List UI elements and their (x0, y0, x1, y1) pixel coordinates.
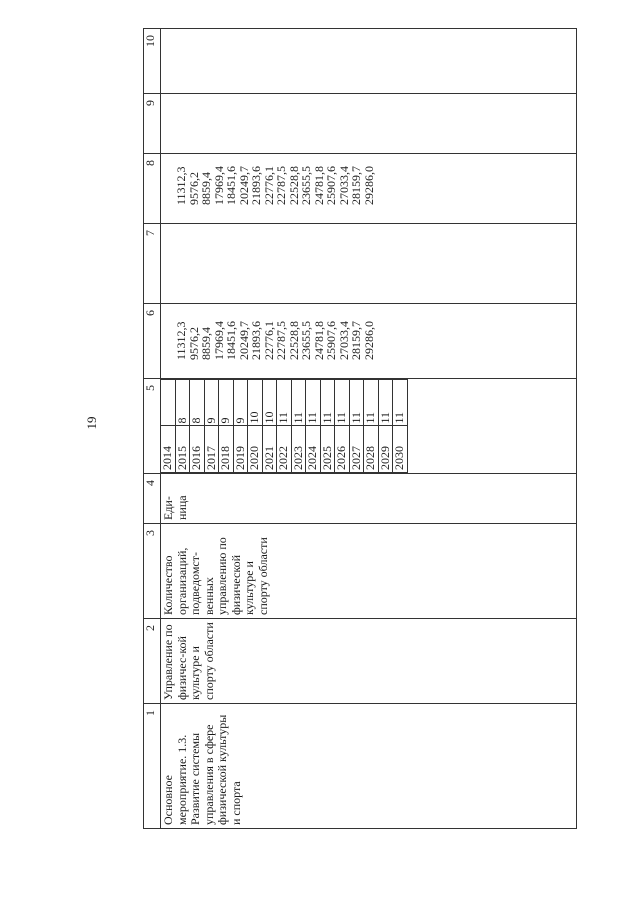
unit-count-cell: 11 (335, 380, 350, 427)
col8-value: 27033,4 (336, 166, 351, 205)
unit-count-cell: 9 (204, 380, 219, 427)
year-row (393, 380, 408, 473)
col8-value: 25907,6 (324, 166, 338, 205)
col6-values (161, 304, 577, 379)
year-cell: 2021 (262, 426, 277, 473)
year-row (204, 380, 219, 473)
year-cell: 2018 (219, 426, 234, 473)
unit-count-cell: 11 (364, 380, 379, 427)
col-header-1: 1 (144, 704, 161, 829)
header-row (144, 29, 161, 829)
col8-value: 17969,4 (211, 166, 226, 205)
year-cell: 2017 (204, 426, 219, 473)
year-cell: 2019 (233, 426, 248, 473)
unit-count-cell: 10 (262, 380, 277, 427)
col8-value: 21893,6 (249, 166, 263, 205)
year-cell: 2027 (349, 426, 364, 473)
unit-count-cell: 8 (190, 380, 205, 427)
col-header-3: 3 (144, 524, 161, 619)
unit-count-cell: 9 (219, 380, 234, 427)
col-header-6: 6 (144, 304, 161, 379)
year-row (175, 380, 190, 473)
year-cell: 2015 (175, 426, 190, 473)
unit-count-cell: 10 (248, 380, 263, 427)
unit-count-cell (161, 380, 175, 427)
col-header-10: 10 (144, 29, 161, 94)
col8-values (161, 154, 577, 224)
col6-value: 22776,1 (261, 321, 276, 360)
unit-of-measure: Еди-ница (161, 474, 577, 524)
plan-table (143, 28, 577, 829)
col8-value: 22776,1 (261, 166, 276, 205)
col8-value: 18451,6 (224, 166, 238, 205)
year-row (248, 380, 263, 473)
year-row (335, 380, 350, 473)
table-row (161, 29, 577, 829)
unit-count-cell: 11 (306, 380, 321, 427)
col8-value: 24781,8 (311, 166, 326, 205)
col6-value: 22787,5 (274, 321, 288, 360)
col6-value: 21893,6 (249, 321, 263, 360)
col6-value: 18451,6 (224, 321, 238, 360)
col6-value: 9576,2 (186, 327, 201, 360)
year-row (291, 380, 306, 473)
responsible-body: Управление по физичес-кой культуре и спорту области (161, 619, 577, 704)
col-header-4: 4 (144, 474, 161, 524)
unit-count-cell: 11 (320, 380, 335, 427)
col-header-7: 7 (144, 224, 161, 304)
year-cell: 2028 (364, 426, 379, 473)
col-header-9: 9 (144, 94, 161, 154)
col10-cell (161, 29, 577, 94)
year-row (161, 380, 175, 473)
year-row (306, 380, 321, 473)
col8-value: 20249,7 (236, 166, 251, 205)
year-cell: 2014 (161, 426, 175, 473)
unit-count-cell: 11 (277, 380, 292, 427)
col8-value: 11312,3 (174, 166, 188, 205)
rotated-table-wrapper (143, 29, 577, 829)
col6-value: 24781,8 (311, 321, 326, 360)
col-header-5: 5 (144, 379, 161, 474)
col8-value: 23655,5 (299, 166, 313, 205)
col6-value: 23655,5 (299, 321, 313, 360)
year-row (233, 380, 248, 473)
year-cell: 2024 (306, 426, 321, 473)
col6-value: 8859,4 (199, 327, 213, 360)
col6-value: 28159,7 (349, 321, 363, 360)
col6-value: 27033,4 (336, 321, 351, 360)
year-cell: 2030 (393, 426, 408, 473)
unit-count-cell: 9 (233, 380, 248, 427)
year-cell: 2029 (378, 426, 393, 473)
year-row (320, 380, 335, 473)
indicator-name: Количество организаций, подведомст-венных управлению по физической культуре и спорту области (161, 524, 577, 619)
year-cell: 2023 (291, 426, 306, 473)
unit-count-cell: 8 (175, 380, 190, 427)
col6-value: 29286,0 (361, 321, 376, 360)
col6-value: 11312,3 (174, 321, 188, 360)
year-row (262, 380, 277, 473)
years-units-cell (161, 379, 577, 474)
year-cell: 2020 (248, 426, 263, 473)
activity-name: Основное мероприятие. 1.3. Развитие системы управления в сфере физической культуры и спорта (161, 704, 577, 829)
col7-cell (161, 224, 577, 304)
year-row (190, 380, 205, 473)
years-units-table (161, 379, 408, 473)
col8-value: 9576,2 (186, 172, 201, 205)
col8-value: 22528,8 (286, 166, 301, 205)
col6-value: 20249,7 (236, 321, 251, 360)
unit-count-cell: 11 (393, 380, 408, 427)
col8-value: 22787,5 (274, 166, 288, 205)
year-cell: 2025 (320, 426, 335, 473)
unit-count-cell: 11 (291, 380, 306, 427)
col-header-8: 8 (144, 154, 161, 224)
col8-value: 28159,7 (349, 166, 363, 205)
col6-value: 17969,4 (211, 321, 226, 360)
unit-count-cell: 11 (378, 380, 393, 427)
col6-value: 25907,6 (324, 321, 338, 360)
col-header-2: 2 (144, 619, 161, 704)
year-row (277, 380, 292, 473)
year-row (378, 380, 393, 473)
year-row (364, 380, 379, 473)
year-row (349, 380, 364, 473)
col8-value: 8859,4 (199, 172, 213, 205)
year-cell: 2016 (190, 426, 205, 473)
unit-count-cell: 11 (349, 380, 364, 427)
year-row (219, 380, 234, 473)
year-cell: 2022 (277, 426, 292, 473)
year-cell: 2026 (335, 426, 350, 473)
col8-value: 29286,0 (361, 166, 376, 205)
col9-cell (161, 94, 577, 154)
page-number: 19 (84, 416, 99, 430)
col6-value: 22528,8 (286, 321, 301, 360)
